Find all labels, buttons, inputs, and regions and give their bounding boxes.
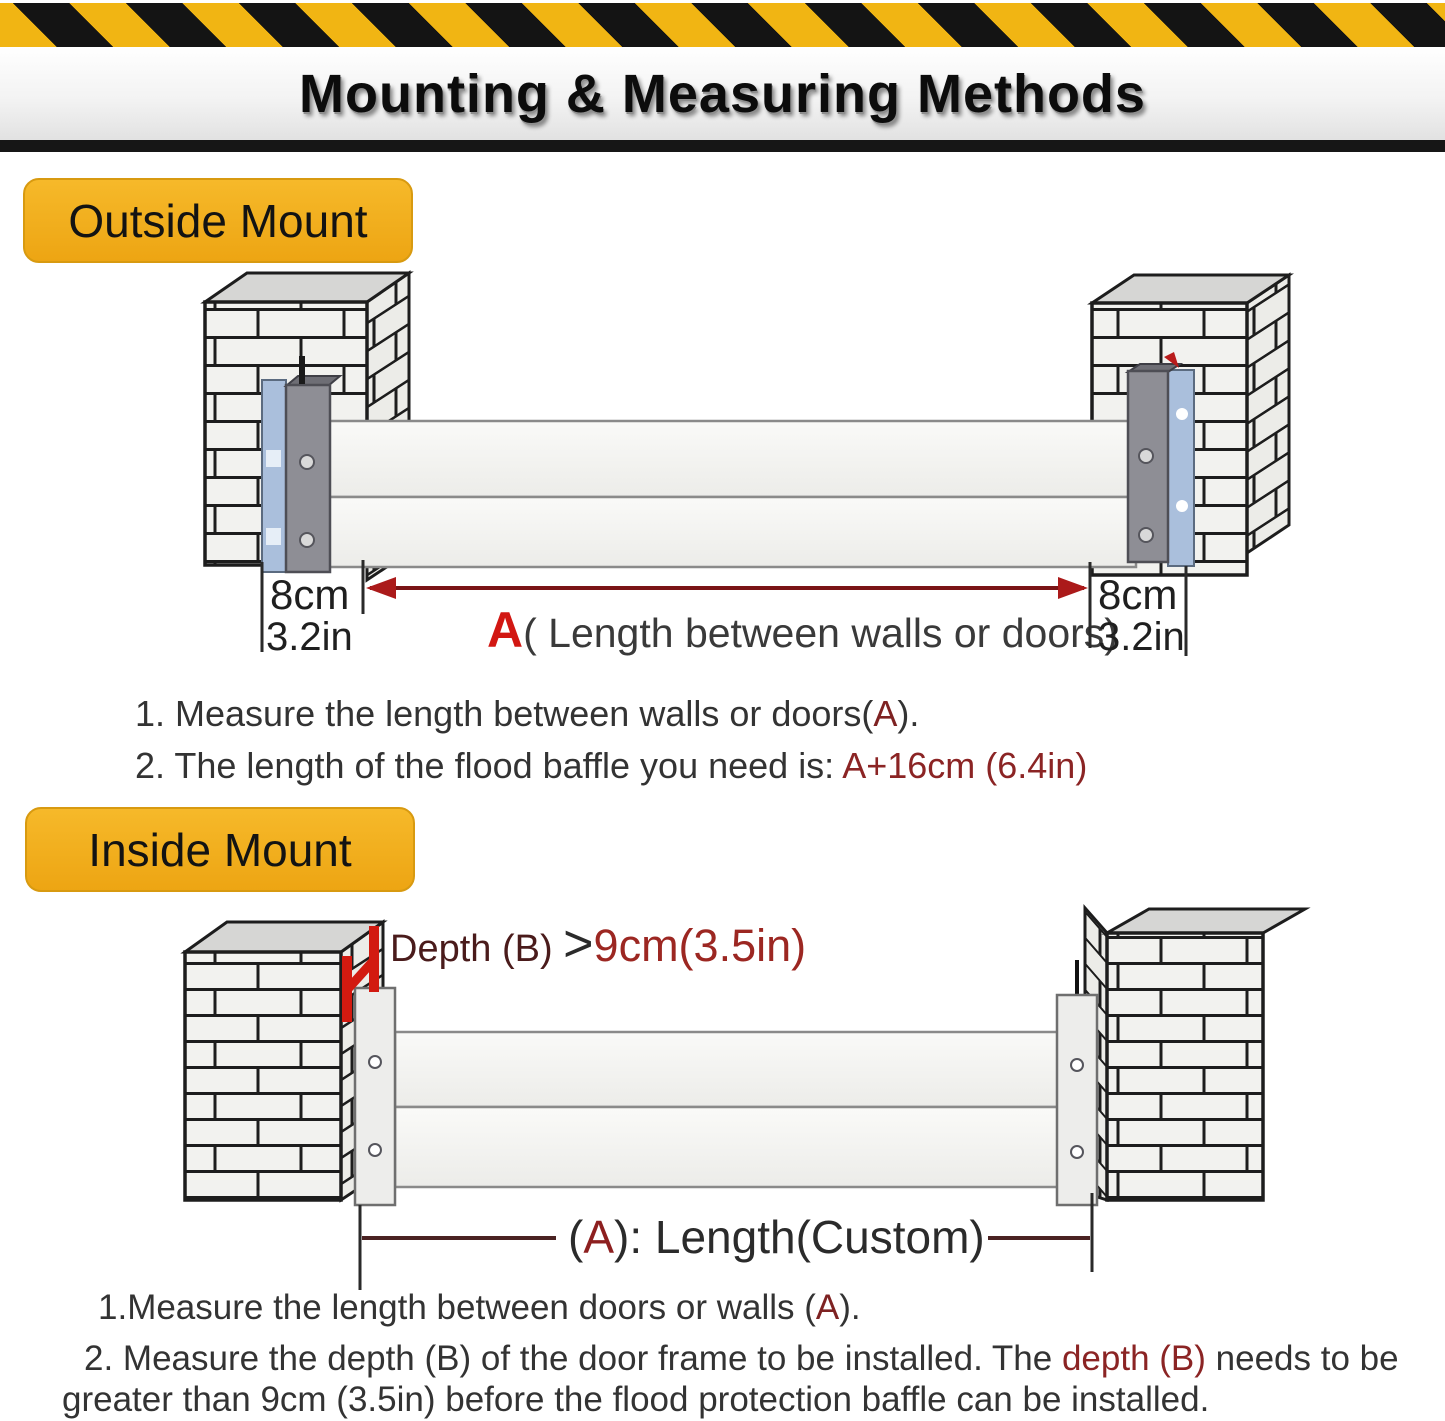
title-band [0, 47, 1445, 140]
hazard-banner [0, 0, 1445, 152]
channel-body [1057, 995, 1097, 1205]
dim-left-in: 3.2in [266, 615, 353, 659]
inside-left-channel [355, 988, 395, 1205]
outside-mount-badge [23, 178, 413, 263]
inside-right-pillar-top [1107, 909, 1305, 933]
outside-mount-badge-label: Outside Mount [68, 194, 368, 247]
hazard-stripes [0, 0, 1445, 47]
span-arrow-head-left [366, 577, 396, 599]
seal-highlight [266, 528, 281, 545]
inside-right-pillar [1085, 908, 1305, 1200]
inside-step-1: 1.Measure the length between doors or walls (A). [98, 1288, 861, 1327]
seal-dot [1176, 500, 1188, 512]
highlight-depth-b: depth (B) [1061, 1339, 1206, 1378]
inside-right-channel [1057, 960, 1097, 1205]
page-title: Mounting & Measuring Methods [299, 63, 1146, 124]
depth-label: Depth (B) >9cm(3.5in) [390, 915, 807, 973]
screw-hole [1139, 449, 1153, 463]
outside-right-seal-strip [1168, 370, 1194, 566]
banner-black-bar [0, 140, 1445, 152]
inside-mount-badge-label: Inside Mount [88, 823, 352, 876]
outside-barrier-top-panel [320, 421, 1136, 497]
inside-mount-diagram [0, 895, 1445, 1295]
screw-hole [369, 1144, 381, 1156]
outside-right-pillar-side [1247, 275, 1289, 553]
inside-step-2: 2. Measure the depth (B) of the door frame to be installed. The depth (B) needs to be greater than 9cm (3.5in) before the flood protection baffle can be installed. [62, 1339, 1399, 1419]
screw-hole [1071, 1146, 1083, 1158]
dim-left-cm: 8cm [270, 571, 350, 618]
screw-hole [1139, 528, 1153, 542]
outside-right-channel [1128, 352, 1194, 566]
outside-flood-barrier [320, 421, 1136, 567]
outside-step-1: 1. Measure the length between walls or doors(A). [135, 693, 920, 734]
inside-barrier-bottom-panel [395, 1107, 1060, 1187]
screw-hole [300, 455, 314, 469]
inside-barrier-top-panel [395, 1032, 1060, 1107]
screw-hole [1071, 1059, 1083, 1071]
outside-mount-diagram [0, 262, 1445, 674]
inside-left-pillar-front [185, 952, 341, 1200]
seal-dot [1176, 408, 1188, 420]
span-label: A( Length between walls or doors) [487, 602, 1118, 658]
length-label: (A): Length(Custom) [568, 1211, 985, 1263]
outside-step-2: 2. The length of the flood baffle you need is: A+16cm (6.4in) [135, 745, 1088, 786]
highlight-formula: A+16cm (6.4in) [842, 745, 1088, 786]
inside-flood-barrier [395, 1032, 1060, 1187]
highlight-A: A [873, 693, 898, 734]
screw-hole [369, 1056, 381, 1068]
inside-dimensions [360, 1193, 1092, 1290]
inside-mount-badge [25, 807, 415, 892]
seal-highlight [266, 450, 281, 467]
dim-right-cm: 8cm [1098, 571, 1178, 618]
highlight-A: A [815, 1288, 840, 1327]
span-arrow-head-right [1058, 577, 1088, 599]
dim-right-in: 3.2in [1098, 615, 1185, 659]
outside-dimensions [262, 560, 1186, 659]
inside-right-pillar-front [1107, 933, 1263, 1200]
screw-hole [300, 533, 314, 547]
inside-left-pillar [185, 922, 383, 1200]
outside-barrier-bottom-panel [320, 497, 1136, 567]
channel-body [355, 988, 395, 1205]
outside-left-channel [262, 356, 340, 572]
